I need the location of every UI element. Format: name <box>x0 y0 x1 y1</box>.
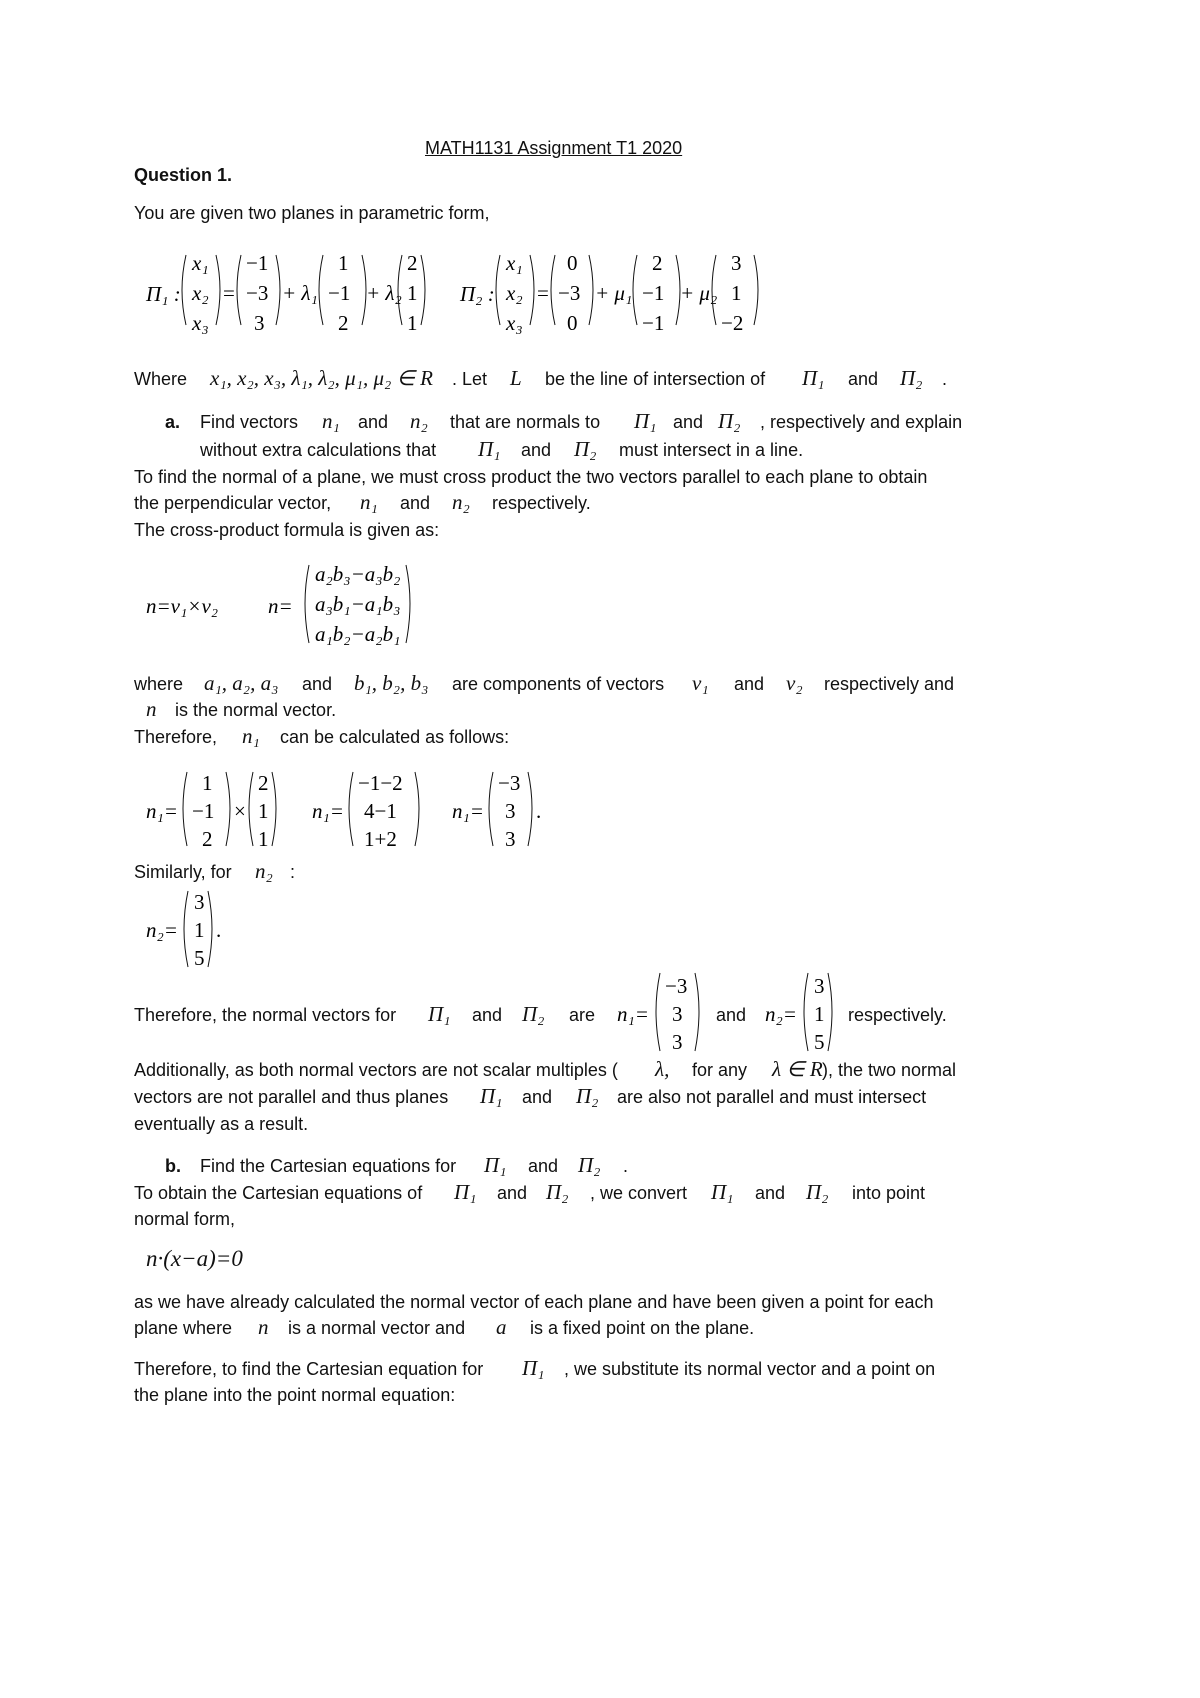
plane1-name: Π₁ : <box>146 282 181 306</box>
svg-text:x₂: x₂ <box>506 281 523 305</box>
svg-text:3: 3 <box>672 1030 683 1054</box>
svg-text:1: 1 <box>338 251 349 275</box>
svg-text:3: 3 <box>731 251 742 275</box>
svg-text:n₁=: n₁= <box>452 799 484 823</box>
svg-text:−1: −1 <box>328 281 351 305</box>
svg-text:n₁=: n₁= <box>312 799 344 823</box>
where-label: Where <box>134 369 188 389</box>
svg-text:+ λ₂: + λ₂ <box>366 281 402 305</box>
svg-text:−1−2: −1−2 <box>358 771 403 795</box>
svg-text:n₂=: n₂= <box>146 918 178 942</box>
svg-text:5: 5 <box>194 946 205 970</box>
intro-text: You are given two planes in parametric form, <box>134 203 490 223</box>
svg-text:1: 1 <box>258 827 269 851</box>
where-vars: x₁, x₂, x₃, λ₁, λ₂, μ₁, μ₂ ∈ R <box>210 366 433 390</box>
svg-text:a₁b₂−a₂b₁: a₁b₂−a₂b₁ <box>315 622 401 646</box>
svg-text:2: 2 <box>652 251 663 275</box>
svg-text:1: 1 <box>407 281 418 305</box>
part-b-label: b. <box>165 1156 181 1176</box>
cross-product-formula <box>140 555 440 655</box>
svg-text:1: 1 <box>258 799 269 823</box>
plane2-name: Π₂ : <box>460 282 495 306</box>
svg-text:2: 2 <box>258 771 269 795</box>
svg-text:n₁=: n₁= <box>617 1002 649 1026</box>
svg-text:−1: −1 <box>246 251 269 275</box>
svg-text:n=v₁×v₂: n=v₁×v₂ <box>146 594 219 618</box>
final-n2 <box>763 965 843 1060</box>
svg-text:x₃: x₃ <box>192 311 209 335</box>
svg-text:n₂=: n₂= <box>765 1002 797 1026</box>
svg-text:a₂b₃−a₃b₂: a₂b₃−a₃b₂ <box>315 562 401 586</box>
svg-text:1: 1 <box>814 1002 825 1026</box>
svg-text:+ μ₂: + μ₂ <box>680 281 718 305</box>
svg-text:4−1: 4−1 <box>364 799 397 823</box>
svg-text:x₂: x₂ <box>192 281 209 305</box>
svg-text:1: 1 <box>202 771 213 795</box>
svg-text:x₃: x₃ <box>506 311 523 335</box>
svg-text:x₁: x₁ <box>192 251 209 275</box>
question-heading: Question 1. <box>134 165 233 185</box>
svg-text:3: 3 <box>814 974 825 998</box>
svg-text:+ μ₁: + μ₁ <box>595 281 633 305</box>
svg-text:n=: n= <box>268 594 293 618</box>
svg-text:3: 3 <box>254 311 265 335</box>
point-normal-equation: n·(x−a)=0 <box>146 1246 243 1271</box>
svg-text:0: 0 <box>567 251 578 275</box>
part-a-label: a. <box>165 412 181 432</box>
n1-calculation <box>140 760 580 860</box>
svg-text:0: 0 <box>567 311 578 335</box>
svg-text:3: 3 <box>194 890 205 914</box>
n2-calculation <box>140 885 260 975</box>
svg-text:1: 1 <box>194 918 205 942</box>
svg-text:1: 1 <box>407 311 418 335</box>
svg-text:−3: −3 <box>558 281 581 305</box>
svg-text:−3: −3 <box>246 281 269 305</box>
svg-text:5: 5 <box>814 1030 825 1054</box>
svg-text:.: . <box>536 799 542 823</box>
svg-text:−1: −1 <box>642 281 665 305</box>
svg-text:×: × <box>234 799 246 823</box>
svg-text:−3: −3 <box>498 771 521 795</box>
svg-text:n₁=: n₁= <box>146 799 178 823</box>
svg-text:2: 2 <box>407 251 418 275</box>
svg-text:+ λ₁: + λ₁ <box>282 281 318 305</box>
svg-text:3: 3 <box>505 799 516 823</box>
final-n1 <box>615 965 715 1060</box>
page-title: MATH1131 Assignment T1 2020 <box>425 138 683 158</box>
svg-text:−1: −1 <box>642 311 665 335</box>
plane-equations <box>130 240 830 340</box>
svg-text:=: = <box>223 281 235 305</box>
svg-text:2: 2 <box>338 311 349 335</box>
svg-text:x₁: x₁ <box>506 251 523 275</box>
svg-text:2: 2 <box>202 827 213 851</box>
svg-text:3: 3 <box>505 827 516 851</box>
svg-text:1+2: 1+2 <box>364 827 397 851</box>
svg-text:−2: −2 <box>721 311 744 335</box>
svg-text:a₃b₁−a₁b₃: a₃b₁−a₁b₃ <box>315 592 401 616</box>
svg-text:.: . <box>216 918 222 942</box>
svg-text:1: 1 <box>731 281 742 305</box>
svg-text:−1: −1 <box>192 799 215 823</box>
svg-text:=: = <box>537 281 549 305</box>
svg-text:−3: −3 <box>665 974 688 998</box>
svg-text:3: 3 <box>672 1002 683 1026</box>
